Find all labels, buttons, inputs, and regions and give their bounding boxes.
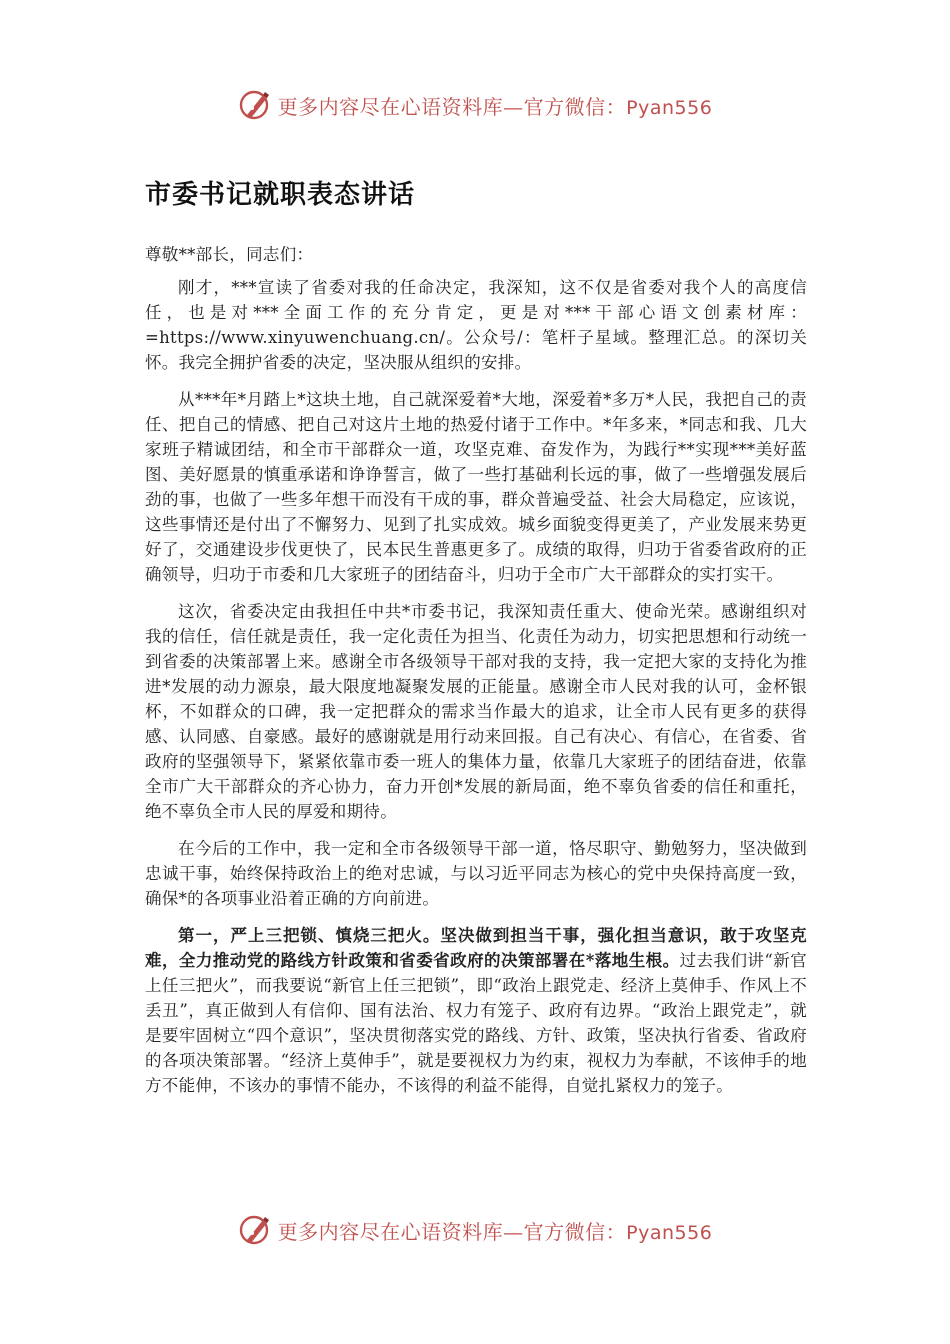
banner-text: 更多内容尽在心语资料库—官方微信：Pyan556	[277, 1219, 713, 1244]
paragraph-1: 刚才，***宣读了省委对我的任命决定，我深知，这不仅是省委对我个人的高度信任，也是对***全面工作的充分肯定，更是对***干部心语文创素材库：=https://www.xinyuwenchuang.cn/。公众号/：笔杆子星域。整理汇总。的深切关怀。我完全拥护省委的决定，坚决服从组织的安排。	[145, 278, 807, 372]
pen-logo-icon	[238, 1212, 274, 1248]
footer-banner	[0, 1207, 950, 1253]
pen-logo-icon	[238, 87, 274, 123]
paragraph-3: 这次，省委决定由我担任中共*市委书记，我深知责任重大、使命光荣。感谢组织对我的信任，信任就是责任，我一定化责任为担当、化责任为动力，切实把思想和行动统一到省委的决策部署上来。感谢全市各级领导干部对我的支持，我一定把大家的支持化为推进*发展的动力源泉，最大限度地凝聚发展的正能量。感谢全市人民对我的认可，金杯银杯，不如群众的口碑，我一定把群众的需求当作最大的追求，让全市人民有更多的获得感、认同感、自豪感。最好的感谢就是用行动来回报。自己有决心、有信心，在省委、省政府的坚强领导下，紧紧依靠市委一班人的集体力量，依靠几大家班子的团结奋进，依靠全市广大干部群众的齐心协力，奋力开创*发展的新局面，绝不辜负省委的信任和重托，绝不辜负全市人民的厚爱和期待。	[145, 602, 807, 821]
banner-text: 更多内容尽在心语资料库—官方微信：Pyan556	[277, 94, 713, 119]
salutation: 尊敬**部长，同志们：	[145, 245, 314, 264]
document-title: 市委书记就职表态讲话	[145, 180, 416, 210]
paragraph-5-lead: 第一，严上三把锁、慎烧三把火。坚决做到担当干事，强化担当意识，敢于攻坚克难，全力推动党的路线方针政策和省委省政府的决策部署在*落地生根。	[145, 926, 807, 970]
paragraph-5-body: 过去我们讲“新官上任三把火”，而我要说“新官上任三把锁”，即“政治上跟党走、经济上莫伸手、作风上不丢丑”，真正做到人有信仰、国有法治、权力有笼子、政府有边界。“政治上跟党走”，就是要牢固树立“四个意识”，坚决贯彻落实党的路线、方针、政策，坚决执行省委、省政府的各项决策部署。“经济上莫伸手”，就是要视权力为约束，视权力为奉献，不该伸手的地方不能伸，不该办的事情不能办，不该得的利益不能得，自觉扎紧权力的笼子。	[145, 951, 807, 1095]
paragraph-4: 在今后的工作中，我一定和全市各级领导干部一道，恪尽职守、勤勉努力，坚决做到忠诚干事，始终保持政治上的绝对忠诚，与以习近平同志为核心的党中央保持高度一致，确保*的各项事业沿着正确的方向前进。	[145, 839, 807, 908]
header-banner	[0, 82, 950, 128]
document-body	[145, 176, 807, 1098]
paragraph-2: 从***年*月踏上*这块土地，自己就深爱着*大地，深爱着*多万*人民，我把自己的责任、把自己的情感、把自己对这片土地的热爱付诸于工作中。*年多来，*同志和我、几大家班子精诚团结，和全市干部群众一道，攻坚克难、奋发作为，为践行**实现***美好蓝图、美好愿景的慎重承诺和诤诤誓言，做了一些打基础利长远的事，做了一些增强发展后劲的事，也做了一些多年想干而没有干成的事，群众普遍受益、社会大局稳定，应该说，这些事情还是付出了不懈努力、见到了扎实成效。城乡面貌变得更美了，产业发展来势更好了，交通建设步伐更快了，民本民生普惠更多了。成绩的取得，归功于省委省政府的正确领导，归功于市委和几大家班子的团结奋斗，归功于全市广大干部群众的实打实干。	[145, 390, 807, 584]
paragraph-5	[145, 923, 807, 1098]
